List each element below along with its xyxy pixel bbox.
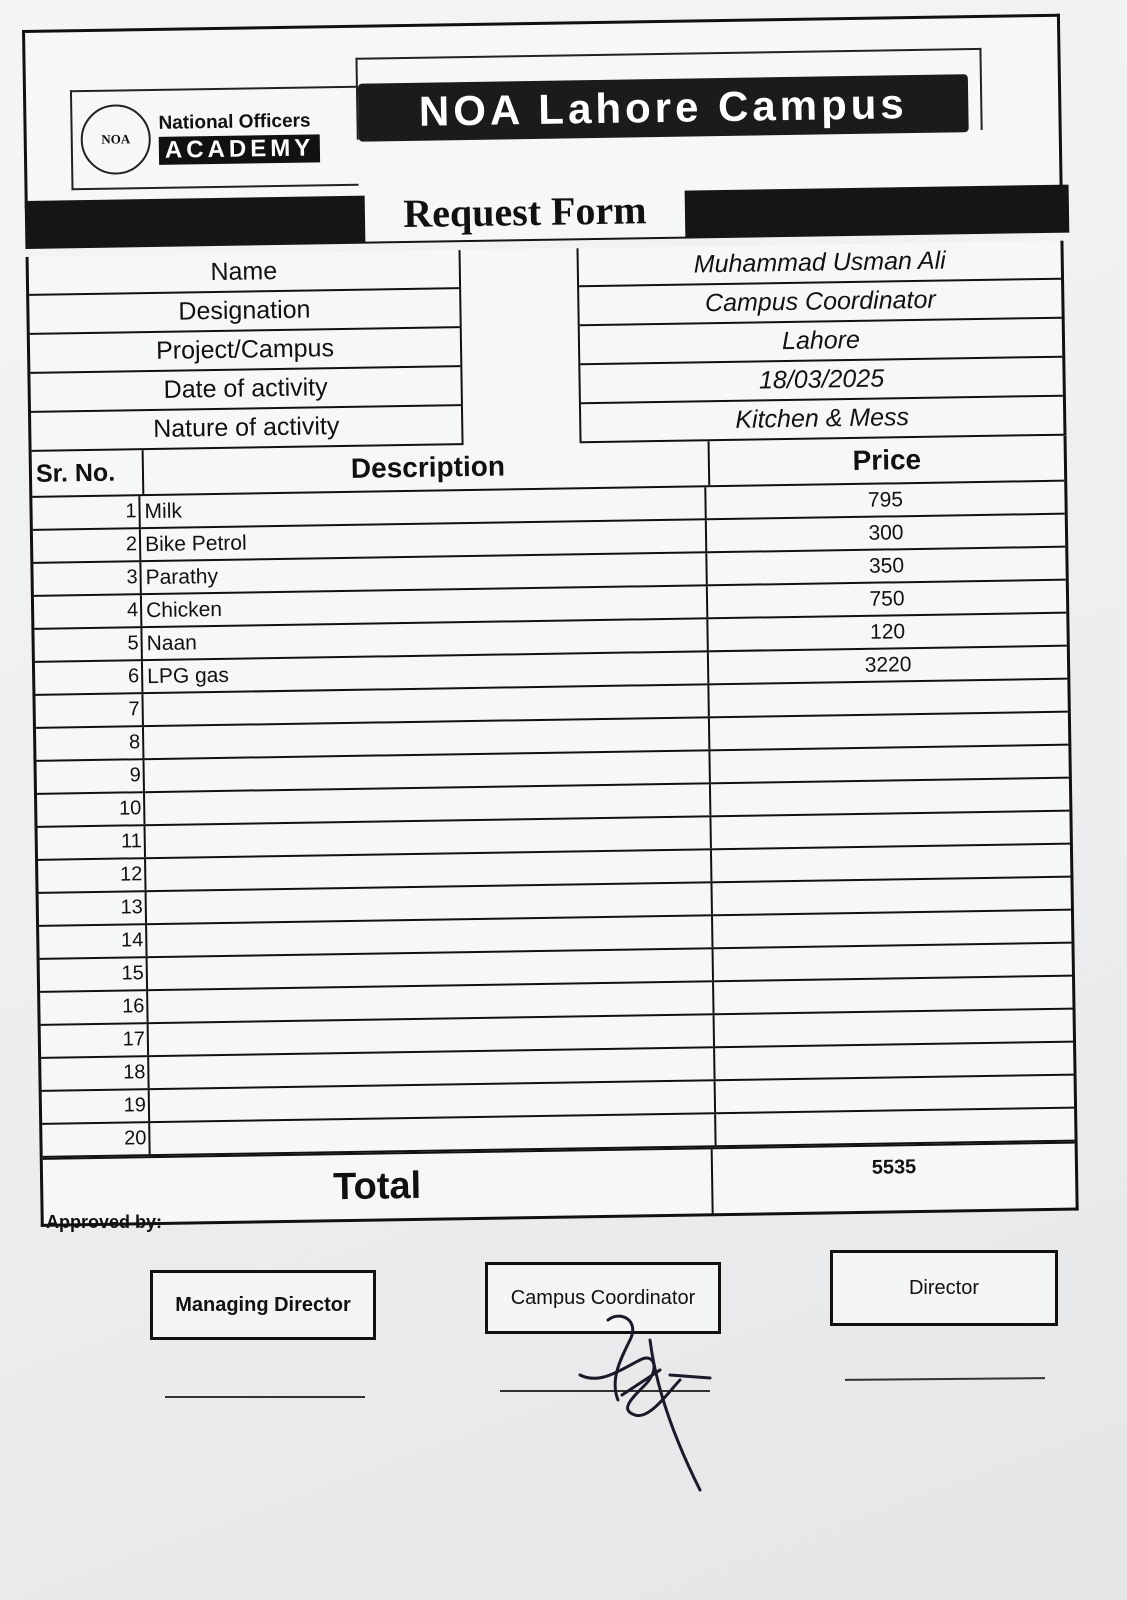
row-price: 120: [869, 619, 906, 644]
row-sr-no: 12: [38, 859, 146, 892]
info-label: Name: [29, 250, 460, 296]
row-price: [715, 1043, 1073, 1080]
title-bar: [25, 185, 1070, 249]
academy-logo: [70, 86, 359, 190]
header-description: Description: [144, 441, 711, 494]
managing-director-signature-line: [165, 1396, 365, 1398]
row-price: 750: [869, 586, 905, 611]
total-value: 5535: [871, 1156, 917, 1179]
row-sr-no: 3: [33, 562, 141, 595]
row-price: 300: [868, 520, 904, 545]
campus-coordinator-label: Campus Coordinator: [510, 1286, 696, 1309]
row-price: 350: [868, 553, 905, 578]
info-label: Nature of activity: [31, 406, 462, 452]
row-price: [716, 1076, 1074, 1113]
row-sr-no: 11: [38, 826, 146, 859]
row-sr-no: 2: [33, 529, 141, 562]
info-value: Campus Coordinator: [579, 280, 1062, 327]
row-price: 3220: [864, 652, 912, 677]
info-block: [26, 241, 1067, 452]
header-price: Price: [852, 443, 922, 477]
row-sr-no: 5: [34, 628, 142, 661]
managing-director-box: [150, 1270, 376, 1340]
row-sr-no: 18: [41, 1057, 149, 1090]
row-sr-no: 6: [35, 661, 143, 694]
director-signature-line: [845, 1377, 1045, 1381]
row-price: [711, 812, 1069, 849]
info-value: 18/03/2025: [580, 358, 1063, 405]
approved-by-label: Approved by:: [46, 1212, 163, 1232]
info-value: Muhammad Usman Ali: [578, 241, 1061, 288]
info-values: [578, 241, 1063, 444]
row-sr-no: 15: [40, 958, 148, 991]
row-sr-no: 14: [39, 925, 147, 958]
request-form-sheet: [22, 14, 1079, 1227]
managing-director-label: Managing Director: [175, 1293, 351, 1316]
row-price: [709, 680, 1067, 717]
row-sr-no: 19: [42, 1090, 150, 1123]
items-table: [29, 436, 1079, 1227]
row-price: [710, 713, 1068, 750]
row-sr-no: 13: [39, 892, 147, 925]
director-box: [830, 1250, 1058, 1326]
info-value: Kitchen & Mess: [581, 397, 1064, 444]
academy-name-line1: National Officers: [158, 110, 311, 134]
header-sr-no: Sr. No.: [32, 450, 145, 496]
form-header: [22, 14, 1063, 236]
row-price: [712, 845, 1070, 882]
director-label: Director: [908, 1276, 979, 1299]
row-sr-no: 10: [37, 793, 145, 826]
academy-name-line2: ACADEMY: [159, 134, 321, 165]
row-description: Chicken: [142, 586, 708, 626]
info-label: Date of activity: [30, 367, 461, 413]
row-description: Milk: [140, 487, 706, 527]
row-description: Parathy: [141, 553, 707, 593]
academy-emblem-icon: NOA: [80, 104, 151, 175]
row-sr-no: 1: [32, 496, 140, 529]
row-sr-no: 17: [41, 1024, 149, 1057]
info-label: Project/Campus: [30, 328, 461, 374]
row-price: [715, 1010, 1073, 1047]
row-price: [714, 977, 1072, 1014]
row-price: [714, 944, 1072, 981]
info-label: Designation: [29, 289, 460, 335]
row-price: [713, 911, 1071, 948]
row-price: [716, 1109, 1074, 1146]
row-price: [710, 746, 1068, 783]
handwritten-signature: [560, 1300, 760, 1510]
info-labels: [29, 250, 464, 452]
form-title: Request Form: [364, 181, 685, 242]
info-value: Lahore: [580, 319, 1063, 366]
row-sr-no: 7: [35, 694, 143, 727]
row-sr-no: 9: [36, 760, 144, 793]
row-description: Naan: [142, 619, 708, 659]
row-price: [711, 779, 1069, 816]
row-description: Bike Petrol: [141, 520, 707, 560]
row-sr-no: 4: [34, 595, 142, 628]
row-sr-no: 20: [42, 1123, 150, 1156]
total-label: Total: [43, 1149, 714, 1224]
campus-title: NOA Lahore Campus: [358, 74, 969, 142]
row-price: [712, 878, 1070, 915]
row-price: 795: [867, 487, 904, 512]
info-gap: [461, 248, 582, 445]
row-sr-no: 16: [40, 991, 148, 1024]
row-sr-no: 8: [36, 727, 144, 760]
row-description: LPG gas: [143, 652, 709, 692]
